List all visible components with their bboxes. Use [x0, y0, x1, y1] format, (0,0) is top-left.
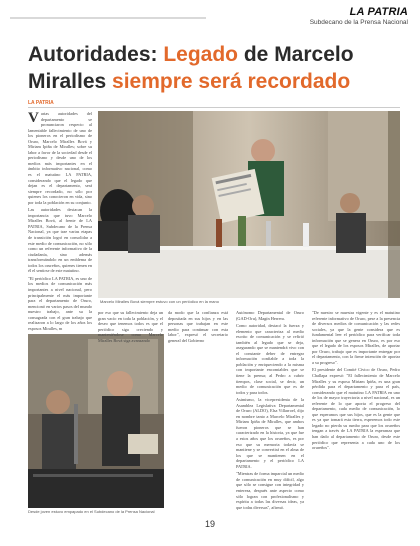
caption-top: Marcelo Miralles Bová siempre estuvo con un periódico en la mano: [100, 299, 219, 304]
headline-part-5: siempre será recordado: [112, 70, 351, 93]
photo-bottom: [28, 334, 164, 508]
paragraph: [28, 111, 92, 205]
paragraph: da modo que la confianza está depositada en sus hijos y en las personas que trabajan en este medio para continuar con esta labor", expresó el secretario general del Gobierno: [168, 310, 228, 343]
headline-part-1: Autoridades:: [28, 43, 164, 66]
top-rule: [10, 17, 206, 19]
paragraph: El presidente del Comité Cívico de Oruro, Pedro Challapa expresó: "El fallecimiento de Marcelo Miralles y su esposa Miriam Ipiña, es una gran pérdida para el departamento y para el país, considerando que el matutino LA PATRIA en uno de los de mayor trayectoria a nivel nacional, es un referente de lo que aporta el progreso del departamento, cada medio de comunicación, lo que esperamos que sus hijos, que es la gente que es ya que tomará esta tierra, esperemos todo este legado no pierda su rumbo para que los orureños tengan a través de LA PATRIA la esperanza que han dado al departamento de Oruro, desde este periódico que representa a cada uno de los orureños".: [312, 367, 400, 451]
headline-part-2: Legado: [163, 43, 239, 66]
article-column-far: [312, 310, 400, 510]
section-rule: [28, 107, 400, 108]
headline-line-2: [28, 68, 408, 95]
paragraph: "Mientras de forma imparcial un medio de comunicación en muy difícil, algo que sólo se consigue con integridad y entereza, después ante aspecto como sólo logran con profesionalismo y espíritu a todas las diversas ideas, ya que todas diversas", afirmó.: [236, 471, 304, 510]
article-column-right: [236, 310, 304, 510]
brand-name: LA PATRIA: [349, 6, 408, 18]
article-column-mid: [98, 310, 163, 343]
section-label: LA PATRIA: [28, 100, 54, 106]
paragraph: "De nuestro se muestra vigente y es el matutino referente informativo de Oruro, pese a la presencia de diversos medios de comunicación y las redes sociales, ya que la gente considera que es fundamental leer el periódico para verificar toda información que se genera en Oruro, es por eso que el legado de los esposos Miralles, de aportar por Oruro, trabajo que es importante entregar por el departamento, con la firme intención de aportar a su progreso".: [312, 310, 400, 365]
article-column-mid2: [168, 310, 228, 343]
brand-subtitle: Subdecano de la Prensa Nacional: [309, 19, 408, 26]
paragraph: Autónomo Departamental de Oruro (GAD-Oru), Magín Herrera.: [236, 310, 304, 321]
paragraph: Las autoridades destacan la importancia que tuvo Marcelo Miralles Bová, al frente de LA PATRIA, Subdecano de la Prensa Nacional, ya que trae varias etapas de transición logró en consolidar a este medio de comunicación, no sólo como un referente informativo de la ciudadanía, sino además transformándolo en un emblema de todos los orureños, quienes tienen en él el sentirse de este matutino.: [28, 207, 92, 274]
caption-bottom: Desde joven estuvo empapado en el Subdecano de la Prensa Nacional: [28, 509, 155, 514]
paragraph: Asimismo, la vicepresidenta de la Asamblea Legislativa Departamental de Oruro (ALDO), Elsa Villarroel, dijo en nombre tanto a Marcelo Miralles y Miriam Ipiña de Miralles, que ambos fueron pioneros que se han caracterizado en la historia, ya que fue a estos años que los orureños, es por eso que su memoria todavía se mantiene y se convertirá en el alma de los que se mantienen en el departamento y el periódico LA PATRIA.: [236, 397, 304, 469]
headline-part-3: de Marcelo: [238, 43, 354, 66]
photo-top: [98, 111, 400, 298]
paragraph: Como autoridad, destacó la fuerza y elemento que caracteriza al medio escrito de comunicación y se refirió también al legado que se deja, asegurando que se mantendrá vivo con el constante deber de entregar información confiable a toda la población y enriqueciendo a la misma con importante encomiables que se tiene la prensa; al Pedro a cubrir tiempos, clase social, se decir, un medio de comunicación que es de todos y para todos.: [236, 323, 304, 395]
paragraph-text: arias autoridades del departamento se pronunciaron respecto al lamentable fallecimiento de uno de los pioneros en el periodismo de Oruro, Marcelo Miralles Bová y Miriam Ipiña de Miralles; sobre su labor a favor de la sociedad desde el periodismo y desde uno de los medios más importantes en el ámbito informativo nacional, como es el matutino LA PATRIA, considerando que el legado que dejan es el departamento, será siempre recordado, no sólo por quienes los conocieron en vida, sino por toda la población en su conjunto.: [28, 111, 92, 205]
page-number: 19: [204, 519, 215, 529]
masthead: [310, 6, 408, 26]
headline-line-1: [28, 41, 408, 68]
drop-cap: V: [28, 110, 39, 126]
paragraph: por eso que su fallecimiento deja un gran vacío en toda la población, y el deseo que tenemos todos es que el periódico siga creciendo y manteniéndose como Marcelo Miralles Bová siga avanzando: [98, 310, 163, 343]
paragraph: "El periódico LA PATRIA, es uno de los medios de comunicación más importantes a nivel nacional, pero principalmente el más importante para el departamento de Oruro, mencionó en varios pasos del mundo nuestro trabajo, ante su la consagrada con el gran trabajo que realizaron a lo largo de los años los esposos Miralles, m: [28, 275, 92, 331]
headline: [28, 41, 408, 95]
headline-part-4: Miralles: [28, 70, 113, 93]
article-column-left: [28, 110, 92, 331]
